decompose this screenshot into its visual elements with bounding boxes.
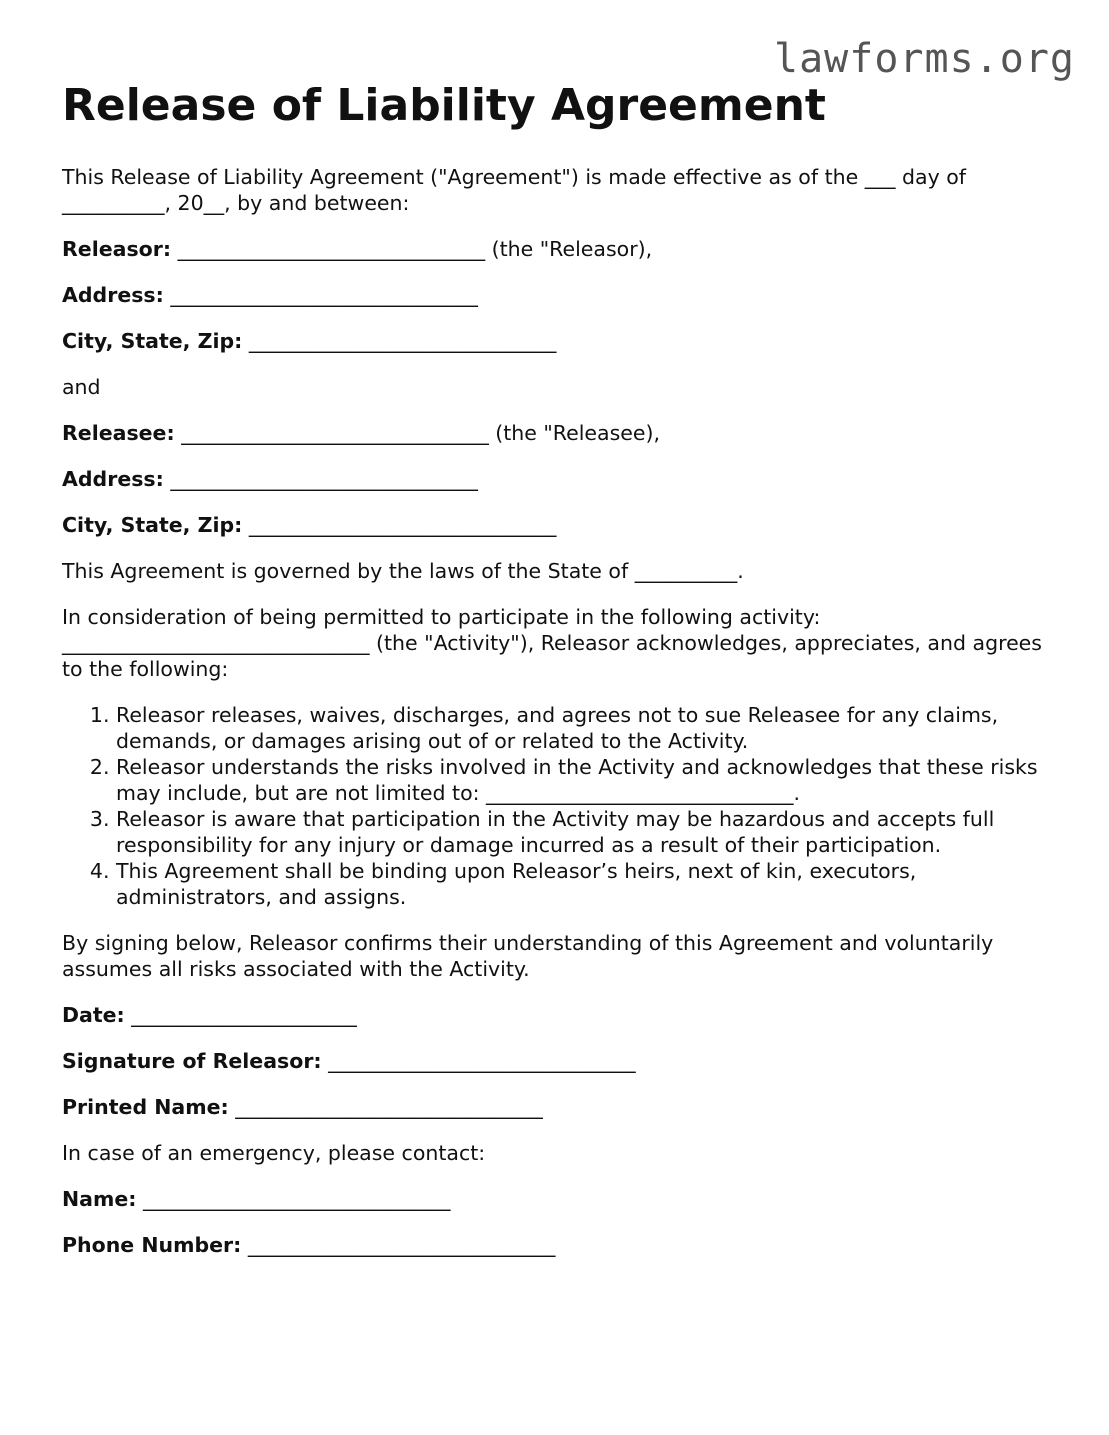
releasee-address-blank: ______________________________ [170, 467, 478, 491]
term-item: 4. This Agreement shall be binding upon Releasor’s heirs, next of kin, executors, administrators, and assigns. [116, 858, 1062, 910]
emergency-name-line [62, 1186, 1062, 1212]
printed-name-line [62, 1094, 1062, 1120]
releasor-address-line [62, 282, 1062, 308]
date-blank: ______________________ [131, 1003, 357, 1027]
lawforms-watermark: lawforms.org [774, 36, 1075, 82]
releasor-city-label: City, State, Zip: [62, 329, 243, 353]
terms-list [62, 702, 1062, 910]
releasee-name-label: Releasee: [62, 421, 175, 445]
emergency-phone-label: Phone Number: [62, 1233, 242, 1257]
releasee-address-line [62, 466, 1062, 492]
releasor-name-blank: ______________________________ (the "Releasor), [177, 237, 653, 261]
emergency-name-label: Name: [62, 1187, 137, 1211]
governing-law-paragraph: This Agreement is governed by the laws of the State of __________. [62, 559, 744, 583]
date-label: Date: [62, 1003, 125, 1027]
releasee-city-label: City, State, Zip: [62, 513, 243, 537]
releasor-city-blank: ______________________________ [248, 329, 557, 353]
releasee-name-line [62, 420, 1062, 446]
emergency-phone-blank: ______________________________ [247, 1233, 556, 1257]
releasor-city-line [62, 328, 1062, 354]
releasee-city-line [62, 512, 1062, 538]
printed-name-label: Printed Name: [62, 1095, 229, 1119]
confirmation-paragraph: By signing below, Releasor confirms their understanding of this Agreement and voluntarily assumes all risks associated with the Activity. [62, 931, 994, 981]
signature-label: Signature of Releasor: [62, 1049, 322, 1073]
releasor-name-label: Releasor: [62, 237, 172, 261]
consideration-paragraph: In consideration of being permitted to participate in the following activity: ______________________________ (the "Activity"), Releasor acknowledges, appreciates, and agrees to the following: [62, 605, 1042, 681]
releasor-address-blank: ______________________________ [170, 283, 478, 307]
releasee-city-blank: ______________________________ [248, 513, 557, 537]
releasee-name-blank: ______________________________ (the "Releasee), [181, 421, 661, 445]
signature-line [62, 1048, 1062, 1074]
releasor-name-line [62, 236, 1062, 262]
emergency-intro: In case of an emergency, please contact: [62, 1141, 486, 1165]
emergency-name-blank: ______________________________ [142, 1187, 451, 1211]
document-title: Release of Liability Agreement [62, 80, 826, 131]
emergency-phone-line [62, 1232, 1062, 1258]
term-item: 2. Releasor understands the risks involved in the Activity and acknowledges that these risks may include, but are not limited to: ______________________________. [116, 754, 1062, 806]
releasor-address-label: Address: [62, 283, 164, 307]
date-line [62, 1002, 1062, 1028]
intro-paragraph: This Release of Liability Agreement ("Agreement") is made effective as of the ___ day of __________, 20__, by and between: [62, 165, 966, 215]
term-item: 1. Releasor releases, waives, discharges, and agrees not to sue Releasee for any claims, demands, or damages arising out of or related to the Activity. [116, 702, 1062, 754]
term-item: 3. Releasor is aware that participation in the Activity may be hazardous and accepts full responsibility for any injury or damage incurred as a result of their participation. [116, 806, 1062, 858]
printed-name-blank: ______________________________ [235, 1095, 543, 1119]
signature-blank: ______________________________ [328, 1049, 636, 1073]
and-text: and [62, 375, 101, 399]
document-page [62, 78, 1062, 1278]
releasee-address-label: Address: [62, 467, 164, 491]
